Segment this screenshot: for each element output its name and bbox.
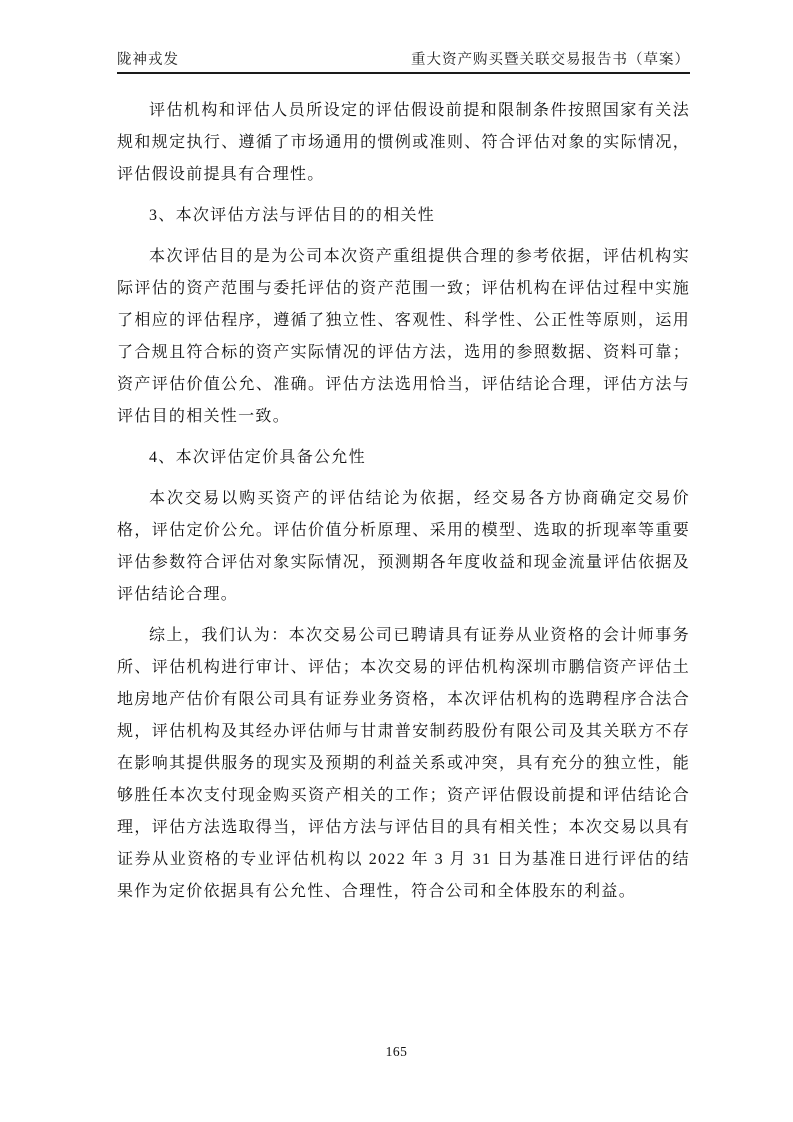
header-divider xyxy=(117,72,690,74)
section-heading-4: 4、本次评估定价具备公允性 xyxy=(149,449,366,466)
paragraph-method-relevance: 本次评估目的是为公司本次资产重组提供合理的参考依据，评估机构实际评估的资产范围与委托评估的资产范围一致；评估机构在评估过程中实施了相应的评估程序，遵循了独立性、客观性、科学性、公正性等原则，运用了合规且符合标的资产实际情况的评估方法，选用的参照数据、资料可靠；资产评估价值公允、准确。评估方法选用恰当，评估结论合理，评估方法与评估目的相关性一致。 xyxy=(117,248,690,425)
page-number: 165 xyxy=(385,1044,408,1059)
paragraph-conclusion: 综上，我们认为：本次交易公司已聘请具有证券从业资格的会计师事务所、评估机构进行审计、评估；本次交易的评估机构深圳市鹏信资产评估土地房地产估价有限公司具有证券业务资格，本次评估机构的选聘程序合法合规，评估机构及其经办评估师与甘肃普安制药股份有限公司及其关联方不存在影响其提供服务的现实及预期的利益关系或冲突，具有充分的独立性，能够胜任本次支付现金购买资产相关的工作；资产评估假设前提和评估结论合理，评估方法选取得当，评估方法与评估目的具有相关性；本次交易以具有证券从业资格的专业评估机构以 2022 年 3 月 31 日为基准日进行评估的结果作为定价依据具有公允性、合理性，符合公司和全体股东的利益。 xyxy=(117,627,690,900)
header-report-title: 重大资产购买暨关联交易报告书（草案） xyxy=(411,52,690,68)
section-heading-3: 3、本次评估方法与评估目的的相关性 xyxy=(149,207,436,224)
paragraph-pricing-fairness: 本次交易以购买资产的评估结论为依据，经交易各方协商确定交易价格，评估定价公允。评估价值分析原理、采用的模型、选取的折现率等重要评估参数符合评估对象实际情况，预测期各年度收益和现金流量评估依据及评估结论合理。 xyxy=(117,490,690,603)
page-header xyxy=(117,48,690,69)
header-company-name: 陇神戎发 xyxy=(117,52,179,68)
paragraph-assumptions: 评估机构和评估人员所设定的评估假设前提和限制条件按照国家有关法规和规定执行、遵循了市场通用的惯例或准则、符合评估对象的实际情况，评估假设前提具有合理性。 xyxy=(117,102,690,183)
document-body xyxy=(117,86,690,917)
